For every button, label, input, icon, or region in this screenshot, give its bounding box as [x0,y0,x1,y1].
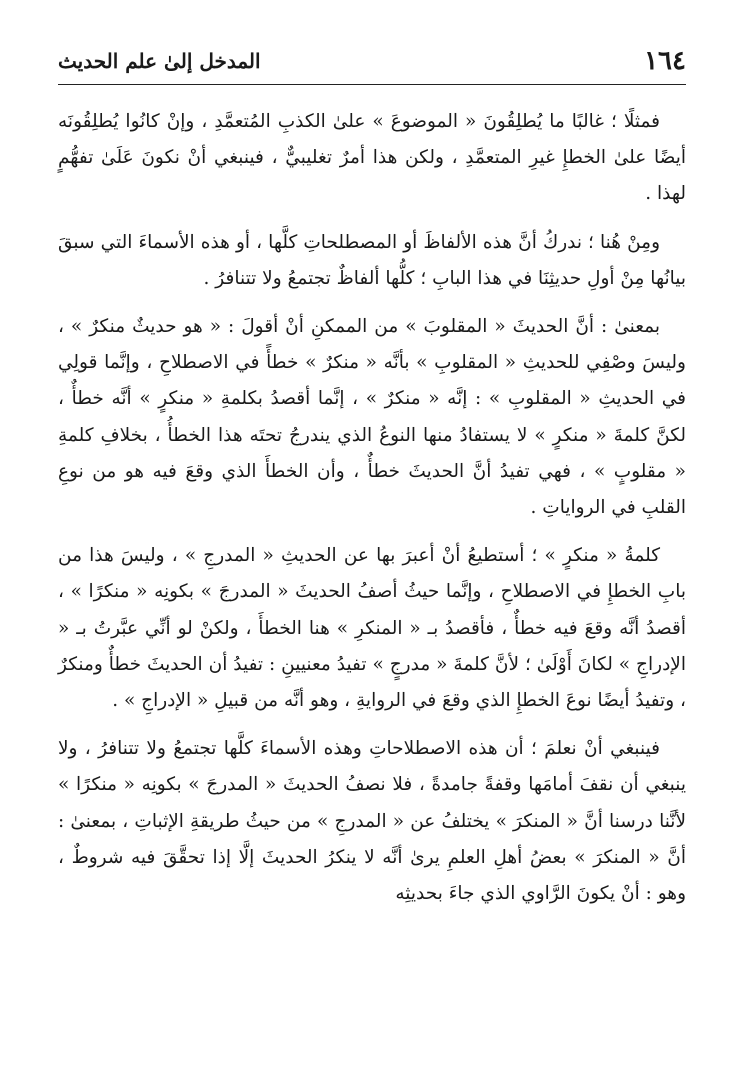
paragraph: بمعنىٰ : أنَّ الحديثَ « المقلوبَ » من الممكنِ أنْ أقولَ : « هو حديثٌ منكرٌ » ، وليسَ وصْفِي للحديثِ « المقلوبِ » بأنَّه « منكرٌ » خطأً في الاصطلاحِ ، وإنَّما قولِي في الحديثِ « المقلوبِ » : إنَّه « منكرٌ » ، إنَّما أقصدُ بكلمةِ « منكرٍ » أنَّه خطأٌ ، لكنَّ كلمةَ « منكرٍ » لا يستفادُ منها النوعُ الذي يندرجُ تحتَه هذا الخطأُ ، بخلافِ كلمةِ « مقلوبٍ » ، فهي تفيدُ أنَّ الحديثَ خطأٌ ، وأن الخطأَ الذي وقعَ فيه هو من نوعِ القلبِ في الرواياتِ . [58,316,686,519]
paragraph: فمثلًا ؛ غالبًا ما يُطلِقُونَ « الموضوعَ » علىٰ الكذبِ المُتعمَّدِ ، وإنْ كانُوا يُطلِقُونَه أيضًا علىٰ الخطإِ غيرِ المتعمَّدِ ، ولكن هذا أمرٌ تغليبيٌّ ، فينبغي أنْ نكونَ عَلَىٰ تفهُّمٍ لهذا . [58,111,686,205]
page-header [58,40,686,80]
paragraph: كلمةُ « منكرٍ » ؛ أستطيعُ أنْ أعبرَ بها عن الحديثِ « المدرجِ » ، وليسَ هذا من بابِ الخطإِ في الاصطلاحِ ، وإنَّما حيثُ أصفُ الحديثَ « المدرجَ » بكونِه « منكرًا » ، أقصدُ أنَّه وقعَ فيه خطأٌ ، فأقصدُ بـ « المنكرِ » هنا الخطأَ ، ولكنْ لو أنِّي عبَّرتُ بـ « الإدراجِ » لكانَ أَوْلَىٰ ؛ لأنَّ كلمةَ « مدرجٍ » تفيدُ معنيينِ : تفيدُ أن الحديثَ خطأٌ ومنكرٌ ، وتفيدُ أيضًا نوعَ الخطإِ الذي وقعَ في الروايةِ ، وهو أنَّه من قبيلِ « الإدراجِ » . [58,545,686,712]
running-title: المدخل إلىٰ علم الحديث [58,49,261,73]
page-number: ١٦٤ [644,46,686,76]
paragraph: ومِنْ هُنا ؛ ندركُ أنَّ هذه الألفاظَ أو المصطلحاتِ كلَّها ، أو هذه الأسماءَ التي سبقَ بيانُها مِنْ أولِ حديثِنَا في هذا البابِ ؛ كلُّها ألفاظٌ تجتمعُ ولا تتنافرُ . [58,231,686,289]
header-divider [58,84,686,85]
paragraph: فينبغي أنْ نعلمَ ؛ أن هذه الاصطلاحاتِ وهذه الأسماءَ كلَّها تجتمعُ ولا تتنافرُ ، ولا ينبغي أن نقفَ أمامَها وقفةً جامدةً ، فلا نصفُ الحديثَ « المدرجَ » بكونِه « منكرًا » لأنَّنا درسنا أنَّ « المنكرَ » يختلفُ عن « المدرجِ » من حيثُ طريقةِ الإثباتِ ، بمعنىٰ : أنَّ « المنكرَ » بعضُ أهلِ العلمِ يرىٰ أنَّه لا ينكرُ الحديثَ إلَّا إذا تحقَّقَ فيه شروطٌ ، وهو : أنْ يكونَ الرَّاوي الذي جاءَ بحديثِه [58,738,686,905]
body-text [58,104,686,924]
